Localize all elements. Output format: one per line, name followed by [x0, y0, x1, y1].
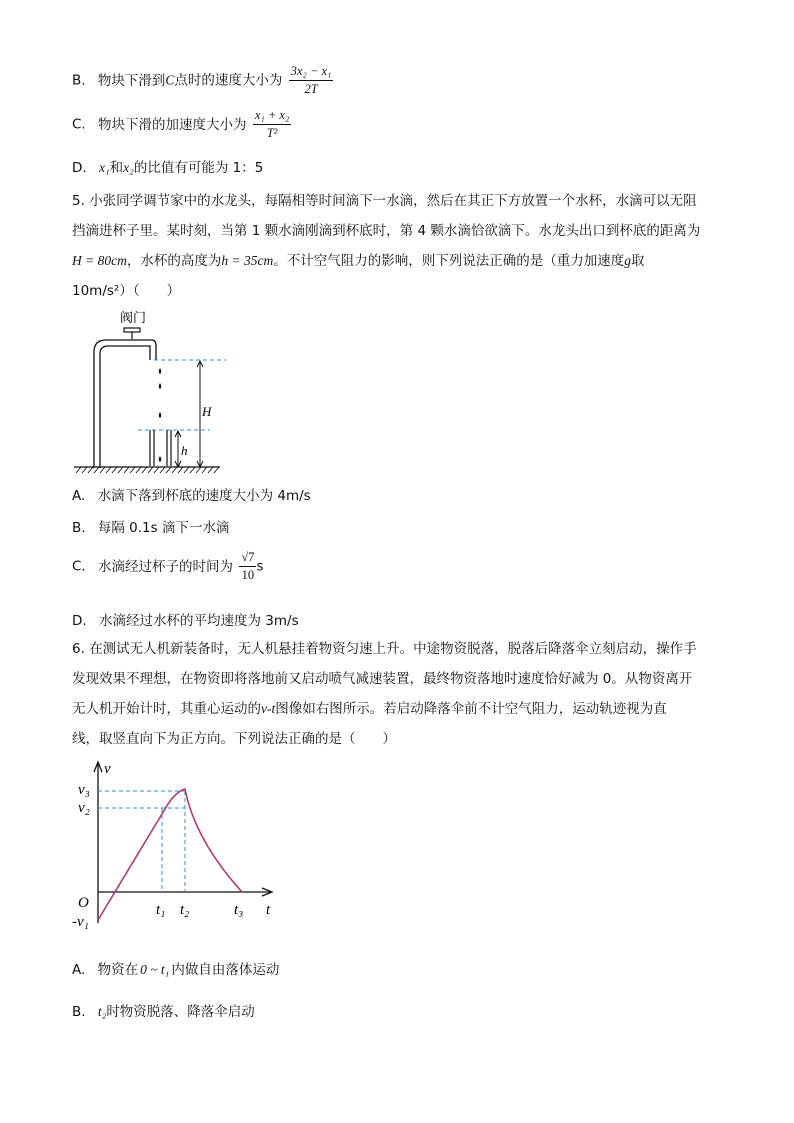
- vt-graph-label: v-t: [261, 701, 276, 716]
- faucet-figure: [68, 306, 238, 474]
- hatch-mark: [208, 467, 213, 473]
- option-label: A.: [72, 488, 86, 504]
- q5-option-b: [72, 516, 229, 536]
- var-x2: x₂: [123, 160, 134, 175]
- height-h: h = 35cm: [221, 253, 274, 268]
- v3-label: v₃: [78, 782, 90, 798]
- hatch-mark: [166, 467, 171, 473]
- q5-text-3a: ，水杯的高度为: [126, 253, 222, 269]
- faucet-pipe: [94, 340, 156, 468]
- t3-label: t₃: [234, 902, 244, 918]
- neg-v1-label: -v₁: [72, 914, 89, 930]
- option-label: D.: [72, 613, 87, 629]
- hatch-mark: [196, 467, 201, 473]
- hatch-mark: [124, 467, 129, 473]
- hatch-mark: [88, 467, 93, 473]
- v2-label: v₂: [78, 800, 90, 816]
- q5-line-4: 10m/s²）（ ）: [72, 283, 181, 299]
- water-drop: [159, 456, 162, 462]
- height-H: H = 80cm: [72, 253, 127, 268]
- q6-line-3: [72, 694, 722, 724]
- q4-option-b: [72, 64, 333, 97]
- option-text: 水滴下落到杯底的速度大小为 4m/s: [97, 488, 311, 504]
- hatch-mark: [214, 467, 219, 473]
- h-label: h: [181, 443, 188, 458]
- hatch-mark: [172, 467, 177, 473]
- fraction-numerator: 3x₂ − x₁: [289, 64, 334, 81]
- hatch-mark: [130, 467, 135, 473]
- origin-label: O: [78, 895, 89, 911]
- question-number: 6.: [72, 641, 85, 657]
- fraction-denominator: 2T: [304, 82, 318, 96]
- var-x1: x₁: [98, 160, 110, 175]
- option-text-2: 点时的速度大小为: [174, 72, 283, 89]
- q5-option-d: [72, 609, 299, 629]
- option-text-2: 内做自由落体运动: [171, 962, 280, 978]
- q4-option-d: [72, 156, 263, 176]
- q6-line-4: 线，取竖直向下为正方向。下列说法正确的是（ ）: [72, 731, 396, 747]
- q5-stem: [72, 186, 722, 306]
- hatch-mark: [112, 467, 117, 473]
- valve-label: 阀门: [120, 310, 147, 325]
- option-text: 物资在: [97, 962, 139, 978]
- hatch-mark: [94, 467, 99, 473]
- hatch-mark: [136, 467, 141, 473]
- hatch-mark: [100, 467, 105, 473]
- hatch-mark: [118, 467, 123, 473]
- q5-text-3b: 。不计空气阻力的影响，则下列说法正确的是（重力加速度: [273, 253, 625, 269]
- q6-line-2: 发现效果不理想，在物资即将落地前又启动喷气减速装置，最终物资落地时速度恰好减为 0。从物资离开: [72, 671, 693, 687]
- t1-label: t₁: [156, 902, 166, 918]
- velocity-curve: [98, 789, 242, 920]
- valve-knob: [124, 328, 140, 332]
- q4-option-c: [72, 108, 291, 141]
- ground-hatching: [76, 467, 219, 473]
- option-label: B.: [72, 1004, 86, 1020]
- q5-option-c: [72, 550, 263, 583]
- time-t2: t₂: [97, 1004, 107, 1019]
- water-drop: [159, 383, 162, 389]
- q6-line-1: [72, 634, 722, 664]
- fraction-denominator: 10: [241, 568, 255, 582]
- q5-line-1: [72, 186, 722, 216]
- guide-lines: [98, 791, 185, 892]
- q6-text-3b: 图像如右图所示。若启动降落伞前不计空气阻力，运动轨迹视为直: [275, 701, 667, 717]
- q6-text-3a: 无人机开始计时，其重心运动的: [72, 701, 261, 717]
- hatch-mark: [190, 467, 195, 473]
- q5-text-1: 小张同学调节家中的水龙头，每隔相等时间滴下一水滴，然后在其正下方放置一个水杯，水滴可以无阻: [89, 193, 697, 209]
- time-range: 0 ~ t₁: [140, 962, 170, 977]
- option-label: B.: [72, 72, 86, 89]
- hatch-mark: [202, 467, 207, 473]
- q6-option-a: [72, 958, 279, 978]
- option-text: 每隔 0.1s 滴下一水滴: [97, 520, 230, 536]
- option-label: C.: [72, 558, 86, 575]
- q5-text-3c: 取: [630, 253, 645, 269]
- hatch-mark: [82, 467, 87, 473]
- option-label: A.: [72, 962, 86, 978]
- gravity-g: g: [624, 253, 631, 268]
- q5-option-a: [72, 484, 311, 504]
- option-label: D.: [72, 160, 87, 176]
- option-text: 物块下滑的加速度大小为: [98, 116, 247, 133]
- q5-line-3: [72, 246, 722, 276]
- hatch-mark: [154, 467, 159, 473]
- time-fraction: [239, 550, 256, 583]
- hatch-mark: [76, 467, 81, 473]
- fraction-numerator: √7: [239, 550, 256, 567]
- point-c: C: [165, 72, 175, 88]
- water-drop: [159, 412, 162, 418]
- y-axis-label: v: [104, 761, 111, 777]
- hatch-mark: [106, 467, 111, 473]
- conjunction: 和: [109, 160, 124, 176]
- hatch-mark: [142, 467, 147, 473]
- option-label: C.: [72, 116, 86, 133]
- t2-label: t₂: [180, 902, 190, 918]
- q5-line-2: 挡滴进杯子里。某时刻，当第 1 颗水滴刚滴到杯底时，第 4 颗水滴恰欲滴下。水龙头出口到杯底的距离为: [72, 223, 701, 239]
- vt-graph: [70, 758, 285, 940]
- q6-option-b: [72, 1000, 255, 1020]
- acceleration-fraction: [253, 108, 291, 141]
- option-text: 物块下滑到: [97, 72, 166, 89]
- q6-text-1: 在测试无人机新装备时，无人机悬挂着物资匀速上升。中途物资脱落，脱落后降落伞立刻启动，操作手: [89, 641, 697, 657]
- faucet-pipe-inner: [100, 346, 150, 468]
- fraction-numerator: x₁ + x₂: [253, 108, 291, 125]
- water-drop: [159, 368, 162, 374]
- x-axis-label: t: [266, 902, 271, 918]
- hatch-mark: [148, 467, 153, 473]
- fraction-denominator: T²: [266, 126, 278, 140]
- option-label: B.: [72, 520, 86, 536]
- velocity-fraction: [289, 64, 334, 97]
- option-text: 时物资脱落、降落伞启动: [106, 1004, 255, 1020]
- option-text: 水滴经过水杯的平均速度为 3m/s: [98, 613, 299, 629]
- unit: s: [256, 558, 264, 575]
- H-label: H: [202, 404, 212, 419]
- hatch-mark: [184, 467, 189, 473]
- option-text: 水滴经过杯子的时间为: [98, 558, 234, 575]
- option-text: 的比值有可能为 1：5: [133, 160, 264, 176]
- hatch-mark: [160, 467, 165, 473]
- question-number: 5.: [72, 193, 85, 209]
- q6-stem: [72, 634, 722, 754]
- hatch-mark: [178, 467, 183, 473]
